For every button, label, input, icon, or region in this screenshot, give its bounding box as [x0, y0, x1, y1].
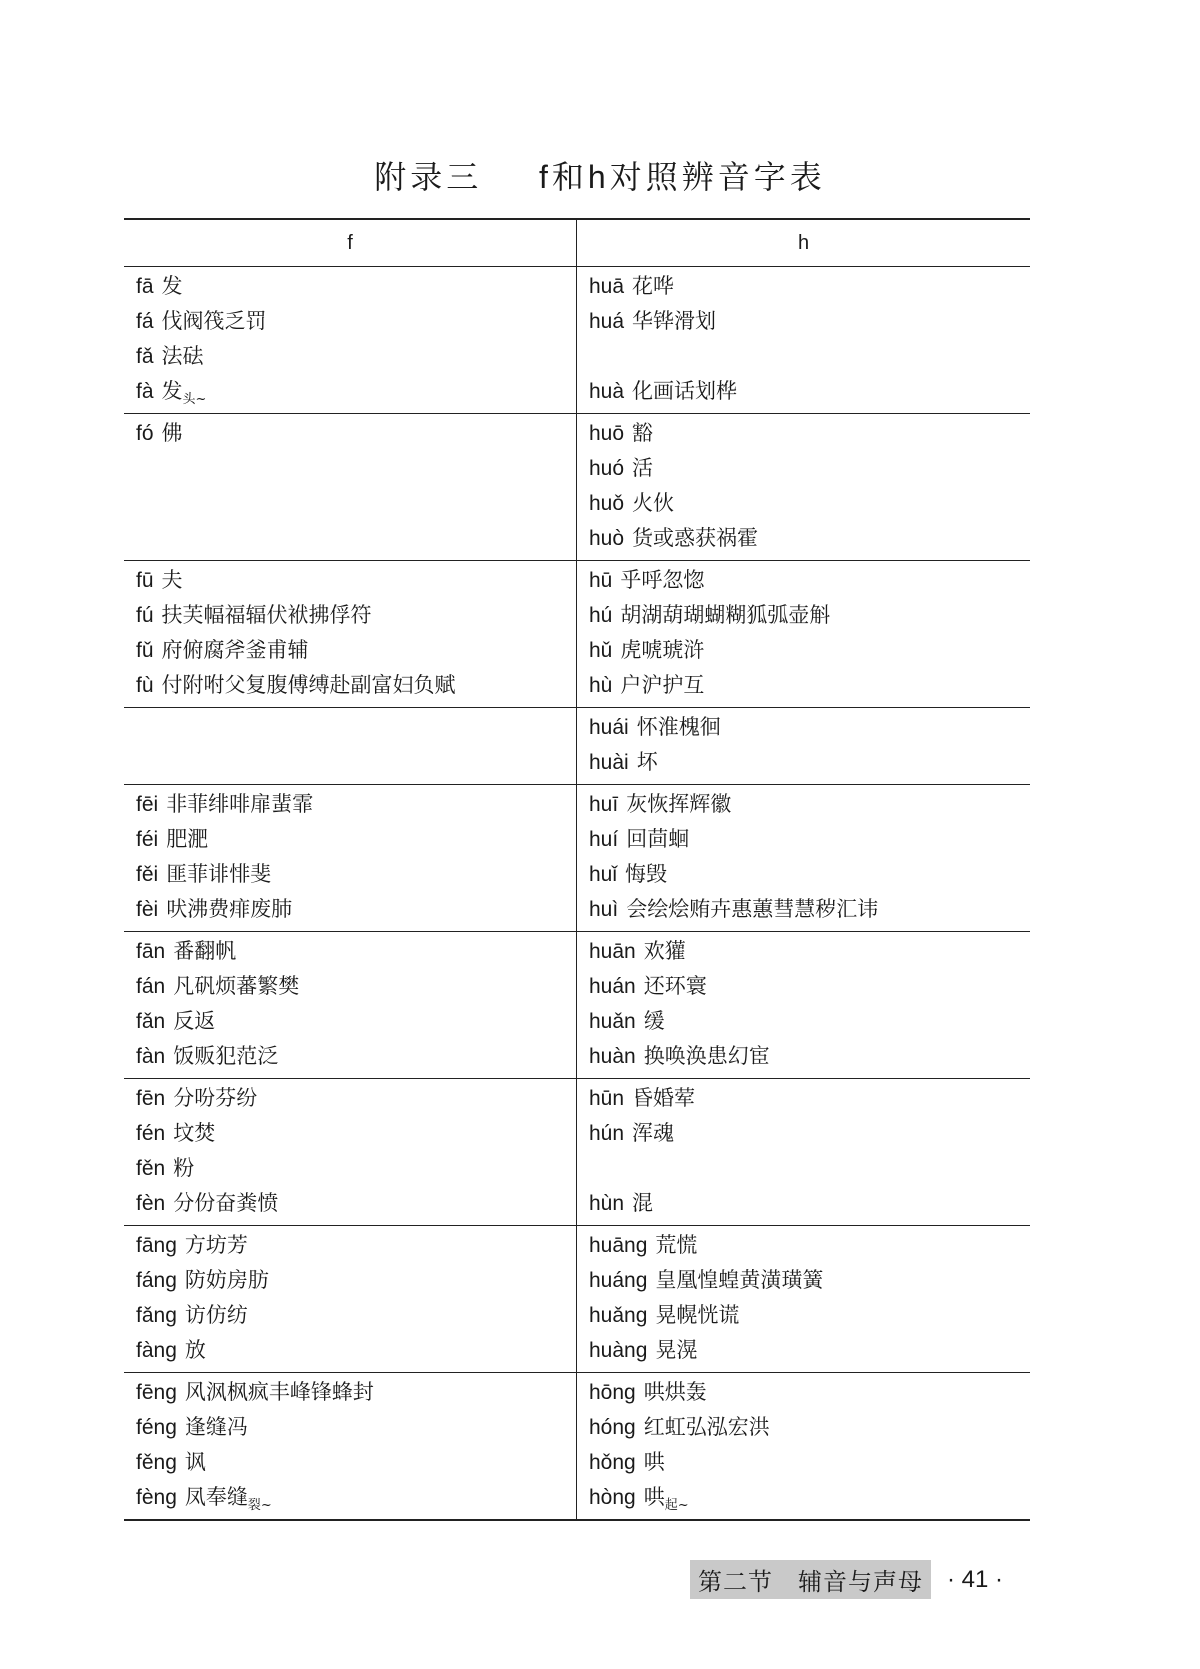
pinyin: huá	[589, 310, 625, 333]
title-prefix: 附录三	[374, 158, 483, 196]
pinyin: hún	[589, 1122, 625, 1145]
h-column-cell	[577, 1226, 1030, 1372]
pinyin: fó	[136, 422, 154, 445]
title-f: f	[538, 159, 552, 195]
table-group	[124, 414, 1030, 561]
h-column-cell	[577, 1079, 1030, 1225]
pinyin: hù	[589, 674, 613, 697]
syllable-row	[136, 969, 576, 1004]
characters: 风沨枫疯丰峰锋蜂封	[184, 1380, 374, 1404]
syllable-row	[589, 969, 1030, 1004]
characters: 哄	[643, 1450, 665, 1474]
syllable-row	[589, 1375, 1030, 1410]
characters: 浑魂	[632, 1121, 675, 1145]
characters: 晃幌恍谎	[655, 1303, 740, 1327]
characters: 凤奉缝	[184, 1485, 248, 1509]
syllable-row	[136, 1375, 576, 1410]
pinyin: hùn	[589, 1192, 625, 1215]
characters: 红虹弘泓宏洪	[643, 1415, 770, 1439]
characters: 分份奋粪愤	[173, 1191, 279, 1215]
syllable-row	[136, 598, 576, 633]
pinyin: huā	[589, 275, 625, 298]
syllable-row	[136, 269, 576, 304]
characters: 会绘烩贿卉惠蕙彗慧秽汇讳	[626, 897, 879, 921]
characters: 虎唬琥浒	[620, 638, 705, 662]
characters: 分吩芬纷	[173, 1086, 258, 1110]
table-body	[124, 267, 1030, 1519]
characters: 防妨房肪	[184, 1268, 269, 1292]
syllable-row	[589, 521, 1030, 556]
characters: 皇凰惶蝗黄潢璜簧	[655, 1268, 824, 1292]
syllable-row	[136, 1298, 576, 1333]
characters: 吠沸费痱废肺	[166, 897, 293, 921]
syllable-row	[136, 416, 576, 451]
pinyin: fā	[136, 275, 154, 298]
f-column-cell	[124, 1226, 577, 1372]
characters: 扶芙幅福辐伏袱拂俘符	[161, 603, 372, 627]
characters: 火伙	[632, 491, 675, 515]
table-group	[124, 932, 1030, 1079]
characters: 豁	[632, 421, 654, 445]
pinyin: fàng	[136, 1339, 177, 1362]
page-title	[0, 152, 1200, 198]
syllable-row	[136, 304, 576, 339]
syllable-row	[589, 1445, 1030, 1480]
pinyin: huài	[589, 751, 629, 774]
characters: 货或惑获祸霍	[632, 526, 759, 550]
syllable-row	[136, 1410, 576, 1445]
pinyin: fèng	[136, 1486, 177, 1509]
syllable-row	[589, 598, 1030, 633]
syllable-row	[589, 857, 1030, 892]
title-h: h	[587, 159, 610, 195]
table-group	[124, 1079, 1030, 1226]
column-header-f: f	[124, 220, 577, 266]
characters: 回茴蛔	[626, 827, 690, 851]
pinyin: fàn	[136, 1045, 166, 1068]
syllable-row	[136, 1004, 576, 1039]
h-column-cell	[577, 414, 1030, 560]
table-group	[124, 267, 1030, 414]
characters: 非菲绯啡扉蜚霏	[166, 792, 314, 816]
f-column-cell	[124, 414, 577, 560]
pinyin: huàn	[589, 1045, 636, 1068]
syllable-row	[589, 486, 1030, 521]
syllable-row	[136, 1445, 576, 1480]
pinyin: huáng	[589, 1269, 648, 1292]
table-group	[124, 785, 1030, 932]
syllable-row	[589, 374, 1030, 409]
pinyin: fēng	[136, 1381, 177, 1404]
table-group	[124, 1373, 1030, 1519]
syllable-row	[136, 668, 576, 703]
table-header	[124, 220, 1030, 267]
pinyin: huǒ	[589, 492, 625, 515]
syllable-row	[136, 563, 576, 598]
pinyin: fēn	[136, 1087, 166, 1110]
characters: 番翻帆	[173, 939, 237, 963]
page-number: · 41 ·	[947, 1565, 1004, 1593]
syllable-row	[589, 934, 1030, 969]
h-column-cell	[577, 932, 1030, 1078]
syllable-row	[136, 892, 576, 927]
characters: 伐阀筏乏罚	[161, 309, 267, 333]
pinyin: huán	[589, 975, 636, 998]
usage-note: 头~	[182, 392, 207, 408]
characters: 户沪护互	[620, 673, 705, 697]
characters: 欢獾	[643, 939, 686, 963]
characters: 怀淮槐徊	[636, 715, 721, 739]
characters: 法砝	[161, 344, 204, 368]
syllable-row	[136, 1081, 576, 1116]
pinyin: huǎn	[589, 1010, 636, 1033]
characters: 化画话划桦	[632, 379, 738, 403]
pinyin: fú	[136, 604, 154, 627]
syllable-row	[589, 1081, 1030, 1116]
f-column-cell	[124, 1373, 577, 1519]
syllable-row	[136, 374, 576, 409]
comparison-table	[124, 218, 1030, 1521]
pinyin: huāng	[589, 1234, 648, 1257]
pinyin: fū	[136, 569, 154, 592]
characters: 发	[161, 274, 183, 298]
pinyin: huó	[589, 457, 625, 480]
syllable-row	[136, 1333, 576, 1368]
characters: 匪菲诽悱斐	[166, 862, 272, 886]
pinyin: huàng	[589, 1339, 648, 1362]
pinyin: fá	[136, 310, 154, 333]
characters: 哄	[643, 1485, 665, 1509]
syllable-row	[589, 269, 1030, 304]
table-group	[124, 1226, 1030, 1373]
syllable-row	[136, 1186, 576, 1221]
characters: 晃滉	[655, 1338, 698, 1362]
h-column-cell	[577, 1373, 1030, 1519]
syllable-row	[589, 339, 1030, 374]
characters: 发	[161, 379, 183, 403]
pinyin: féng	[136, 1416, 177, 1439]
f-column-cell	[124, 785, 577, 931]
pinyin: huí	[589, 828, 619, 851]
syllable-row	[589, 1228, 1030, 1263]
characters: 还环寰	[643, 974, 707, 998]
syllable-row	[589, 563, 1030, 598]
syllable-row	[589, 1186, 1030, 1221]
syllable-row	[589, 668, 1030, 703]
syllable-row	[136, 633, 576, 668]
pinyin: fān	[136, 940, 166, 963]
characters: 悔毁	[625, 862, 668, 886]
syllable-row	[136, 1039, 576, 1074]
syllable-row	[136, 1116, 576, 1151]
pinyin: huò	[589, 527, 625, 550]
h-column-cell	[577, 708, 1030, 784]
characters: 缓	[643, 1009, 665, 1033]
characters: 放	[184, 1338, 206, 1362]
pinyin: fǎn	[136, 1010, 166, 1033]
pinyin: féi	[136, 828, 159, 851]
pinyin: hū	[589, 569, 613, 592]
pinyin: huān	[589, 940, 636, 963]
syllable-row	[136, 822, 576, 857]
characters: 付附咐父复腹傅缚赴副富妇负赋	[161, 673, 456, 697]
syllable-row	[136, 1263, 576, 1298]
f-column-cell	[124, 932, 577, 1078]
syllable-row	[136, 934, 576, 969]
pinyin: hú	[589, 604, 613, 627]
pinyin: fēi	[136, 793, 159, 816]
pinyin: fán	[136, 975, 166, 998]
characters: 哄烘轰	[643, 1380, 707, 1404]
syllable-row	[589, 633, 1030, 668]
syllable-row	[589, 1039, 1030, 1074]
pinyin: hòng	[589, 1486, 636, 1509]
syllable-row	[589, 1263, 1030, 1298]
pinyin: fù	[136, 674, 154, 697]
pinyin: fèi	[136, 898, 159, 921]
syllable-row	[589, 822, 1030, 857]
syllable-row	[589, 892, 1030, 927]
characters: 饭贩犯范泛	[173, 1044, 279, 1068]
table-group	[124, 708, 1030, 785]
characters: 逢缝冯	[184, 1415, 248, 1439]
pinyin: hōng	[589, 1381, 636, 1404]
pinyin: hǒng	[589, 1451, 636, 1474]
page-footer	[690, 1560, 1003, 1599]
usage-note: 起~	[664, 1498, 689, 1514]
characters: 访仿纺	[184, 1303, 248, 1327]
title-he: 和	[551, 158, 588, 196]
characters: 方坊芳	[184, 1233, 248, 1257]
pinyin: fèn	[136, 1192, 166, 1215]
pinyin: hóng	[589, 1416, 636, 1439]
pinyin: fǎ	[136, 345, 154, 368]
pinyin: fáng	[136, 1269, 177, 1292]
pinyin: hǔ	[589, 639, 613, 662]
characters: 粉	[173, 1156, 195, 1180]
pinyin: fà	[136, 380, 154, 403]
title-rest: 对照辨音字表	[609, 158, 826, 196]
pinyin: fǎng	[136, 1304, 177, 1327]
characters: 活	[632, 456, 654, 480]
pinyin: fěng	[136, 1451, 177, 1474]
syllable-row	[589, 710, 1030, 745]
syllable-row	[589, 1480, 1030, 1515]
characters: 讽	[184, 1450, 206, 1474]
pinyin: fāng	[136, 1234, 177, 1257]
characters: 混	[632, 1191, 654, 1215]
characters: 昏婚荤	[632, 1086, 696, 1110]
syllable-row	[136, 857, 576, 892]
characters: 坏	[636, 750, 658, 774]
syllable-row	[589, 1116, 1030, 1151]
table-group	[124, 561, 1030, 708]
syllable-row	[589, 1410, 1030, 1445]
pinyin: huǎng	[589, 1304, 648, 1327]
characters: 灰恢挥辉徽	[626, 792, 732, 816]
pinyin: fěi	[136, 863, 159, 886]
characters: 荒慌	[655, 1233, 698, 1257]
syllable-row	[136, 1151, 576, 1186]
f-column-cell	[124, 561, 577, 707]
f-column-cell	[124, 267, 577, 413]
syllable-row	[136, 1480, 576, 1515]
pinyin: fén	[136, 1122, 166, 1145]
syllable-row	[589, 1298, 1030, 1333]
h-column-cell	[577, 267, 1030, 413]
pinyin: fǔ	[136, 639, 154, 662]
characters: 乎呼忽惚	[620, 568, 705, 592]
pinyin: huái	[589, 716, 629, 739]
syllable-row	[589, 304, 1030, 339]
h-column-cell	[577, 561, 1030, 707]
pinyin: fěn	[136, 1157, 166, 1180]
f-column-cell	[124, 708, 577, 784]
h-column-cell	[577, 785, 1030, 931]
syllable-row	[589, 1004, 1030, 1039]
column-header-h: h	[797, 231, 810, 254]
syllable-row	[589, 416, 1030, 451]
pinyin: huǐ	[589, 863, 618, 886]
characters: 换唤涣患幻宦	[643, 1044, 770, 1068]
characters: 府俯腐斧釜甫辅	[161, 638, 309, 662]
characters: 凡矾烦蕃繁樊	[173, 974, 300, 998]
characters: 肥淝	[166, 827, 209, 851]
syllable-row	[136, 787, 576, 822]
pinyin: huī	[589, 793, 619, 816]
characters: 华铧滑划	[632, 309, 717, 333]
usage-note: 裂~	[247, 1498, 272, 1514]
syllable-row	[136, 1228, 576, 1263]
syllable-row	[589, 451, 1030, 486]
syllable-row	[136, 339, 576, 374]
characters: 胡湖葫瑚蝴糊狐弧壶斛	[620, 603, 831, 627]
pinyin: huà	[589, 380, 625, 403]
syllable-row	[589, 1151, 1030, 1186]
characters: 夫	[161, 568, 183, 592]
characters: 坟焚	[173, 1121, 216, 1145]
syllable-row	[589, 1333, 1030, 1368]
syllable-row	[589, 745, 1030, 780]
characters: 反返	[173, 1009, 216, 1033]
pinyin: huì	[589, 898, 619, 921]
characters: 佛	[161, 421, 183, 445]
f-column-cell	[124, 1079, 577, 1225]
section-label: 第二节 辅音与声母	[690, 1560, 931, 1599]
characters: 花哗	[632, 274, 675, 298]
pinyin: huō	[589, 422, 625, 445]
syllable-row	[589, 787, 1030, 822]
pinyin: hūn	[589, 1087, 625, 1110]
